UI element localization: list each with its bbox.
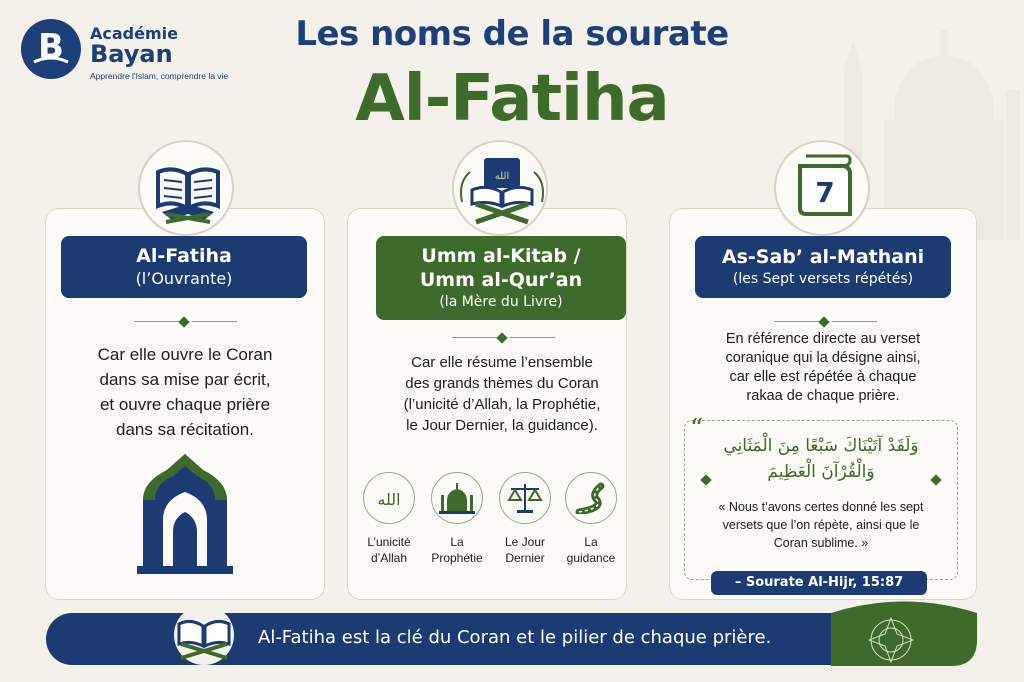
svg-text:الله: الله [494,171,510,182]
open-quran-icon [140,142,236,238]
arabic-verse-line2: وَالْقُرْآنَ الْعَظِيمَ [767,462,875,482]
theme-label: La [450,535,464,549]
card1-text-line: Car elle ouvre le Coran [97,345,273,364]
card3-text-line: rakaa de chaque prière. [746,388,900,404]
theme-prophecy [428,472,486,566]
card2-text-line: (l’unicité d’Allah, la Prophétie, [403,396,601,413]
card3-icon-frame [774,140,870,236]
translation-line: « Nous t’avons certes donné les sept [718,500,924,514]
card2-text-line: des grands thèmes du Coran [405,375,599,392]
card2-text-line: Car elle résume l’ensemble [411,354,593,371]
card1-subtitle: (l’Ouvrante) [135,269,233,288]
footer-quran-icon [169,604,239,666]
theme-guidance [562,472,620,566]
scales-icon [507,482,543,514]
theme-label: guidance [566,551,616,565]
card3-description [674,330,972,406]
mosque-arch-icon [137,452,233,574]
theme-last-day [496,472,554,566]
card1-title: Al-Fatiha [136,245,232,267]
svg-text:الله: الله [377,490,401,509]
card3-text-line: En référence directe au verset [725,331,921,347]
card1-text-line: dans sa mise par écrit, [99,370,271,389]
card2-text-line: le Jour Dernier, la guidance). [406,417,598,434]
theme-label: d’Allah [370,551,408,565]
card1-banner [61,236,307,298]
translation-line: versets que l’on répète, ainsi que le [722,518,920,532]
brand-name-line2: Bayan [90,40,173,68]
theme-label: Dernier [505,551,545,565]
card3-text-line: coranique qui la désigne ainsi, [725,350,921,366]
quran-on-stand-icon [454,142,550,238]
card2-subtitle: (la Mère du Livre) [439,294,563,310]
theme-unicity [360,472,418,566]
card3-banner [695,236,951,298]
card2-banner [376,236,626,320]
card1-description [55,342,315,442]
card3-text-line: car elle est répétée à chaque [729,369,917,385]
arabic-verse-line1: وَلَقَدْ آتَيْنَاكَ سَبْعًا مِنَ الْمَثَانِي [723,436,919,456]
card2-title-line1: Umm al-Kitab / [421,245,581,267]
page-title-line2: Al-Fatiha [355,62,669,136]
winding-path-icon [573,482,609,514]
theme-label: L’unicité [367,535,411,549]
mosque-dome-icon [439,481,475,515]
verse-reference: – Sourate Al-Hijr, 15:87 [711,571,927,595]
theme-label: La [584,535,598,549]
card1-icon-frame [138,140,234,236]
translation-line: Coran sublime. » [773,536,869,550]
scroll-seven-icon [776,142,872,238]
rosette-ornament-icon [831,600,977,666]
brand-name-line1: Académie [90,24,178,43]
card1-text-line: dans sa récitation. [116,420,254,439]
brand-tagline: Apprendre l'Islam, comprendre la vie [90,71,229,81]
quote-mark-icon: “ [690,414,704,444]
card2-description [352,352,652,436]
card2-icon-frame [452,140,548,236]
card3-subtitle: (les Sept versets répétés) [732,271,914,287]
allah-calligraphy-icon [371,484,407,512]
card3-divider [774,317,874,327]
card2-title-line2: Umm al-Qur’an [419,269,583,291]
card1-text-line: et ouvre chaque prière [99,395,271,414]
ornament-left-icon [700,474,712,486]
footer-message: Al-Fatiha est la clé du Coran et le pilier de chaque prière. [258,627,772,648]
logo-letter: B [38,27,64,67]
card3-title: As-Sab’ al-Mathani [721,246,925,268]
ornament-right-icon [930,474,942,486]
page-title-line1: Les noms de la sourate [295,14,729,54]
theme-label: Prophétie [431,551,483,565]
scroll-number: 7 [815,176,835,209]
verse-translation [690,498,952,552]
card2-divider [452,333,552,343]
card1-divider [134,317,234,327]
theme-label: Le Jour [504,535,546,549]
